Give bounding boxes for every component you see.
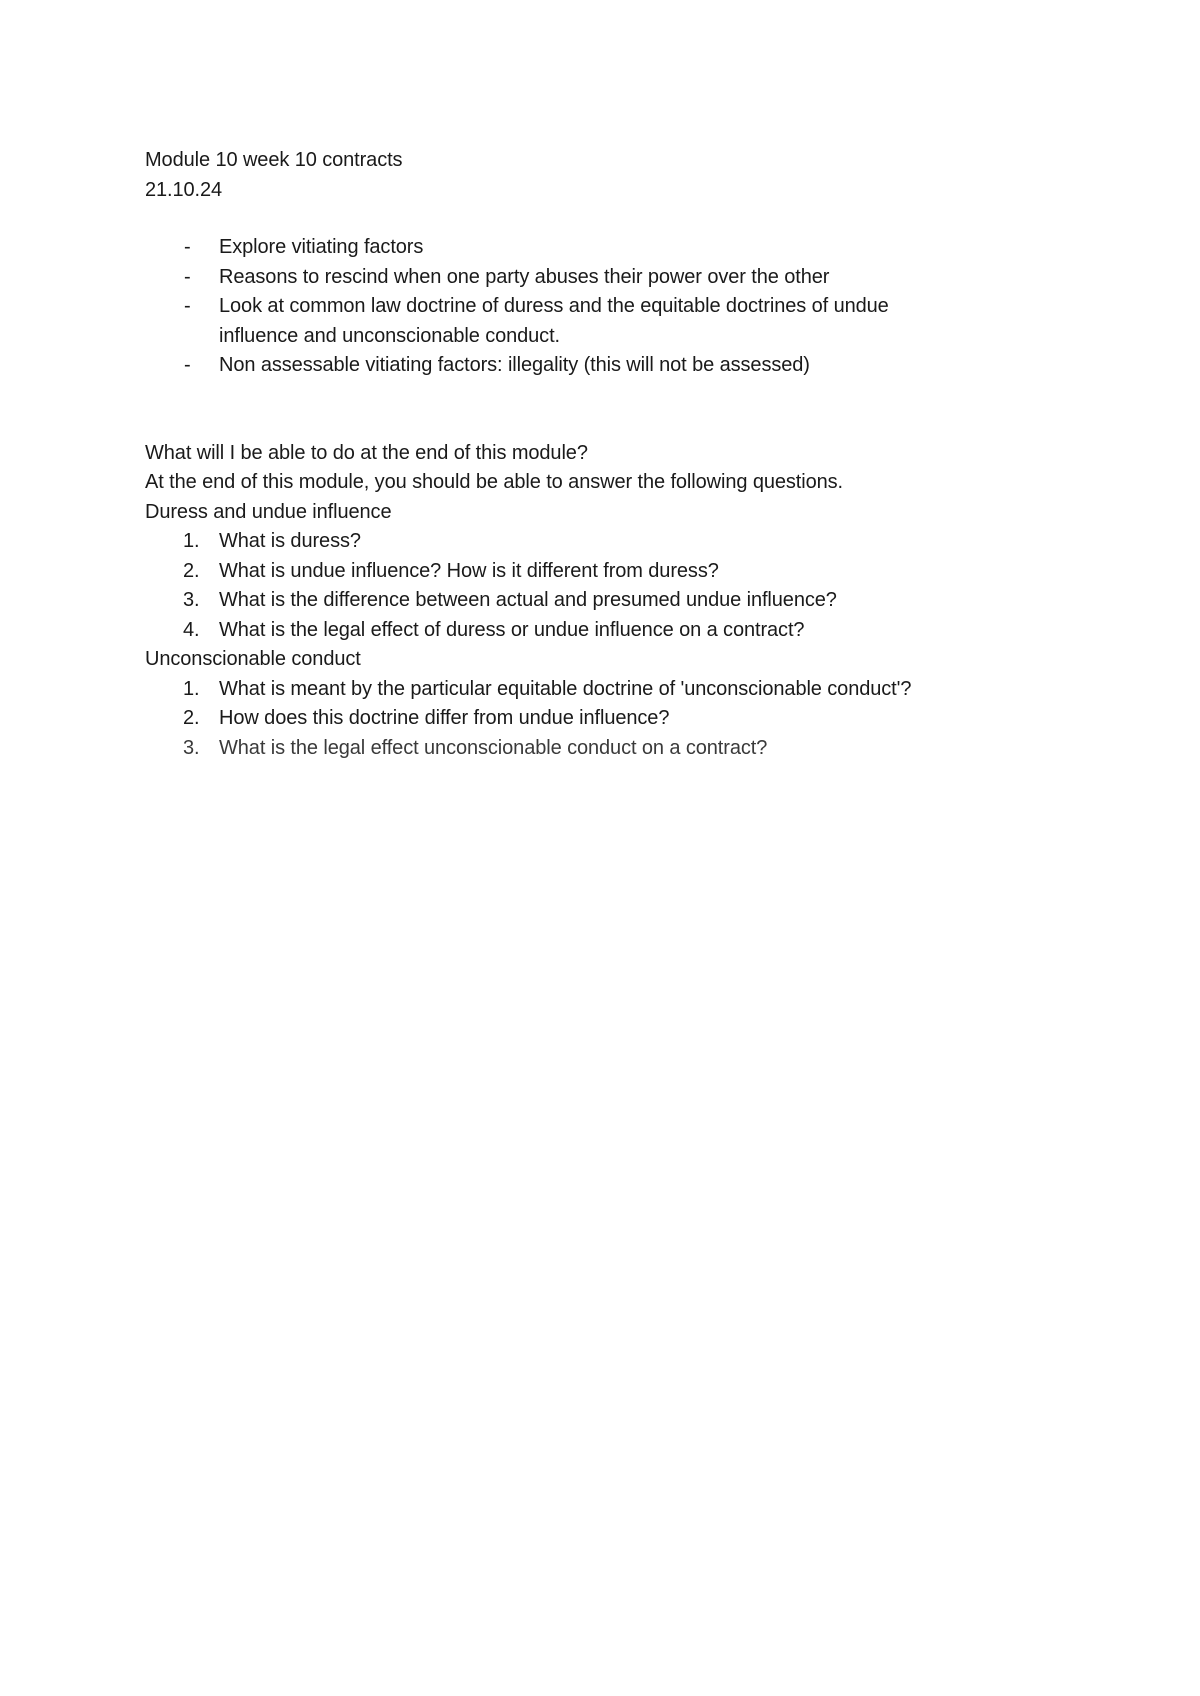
list-item (145, 351, 1045, 381)
question-item (145, 527, 1045, 557)
document-body (145, 146, 1045, 763)
list-item-text: Non assessable vitiating factors: illegality (this will not be assessed) (219, 354, 810, 376)
dash-bullet: - (184, 265, 191, 288)
question-text: What is meant by the particular equitable doctrine of 'unconscionable conduct'? (219, 677, 912, 700)
section-title-unconscionable: Unconscionable conduct (145, 648, 361, 670)
list-item-text: Explore vitiating factors (219, 236, 424, 258)
question-text: How does this doctrine differ from undue influence? (219, 707, 670, 729)
outcomes-heading: What will I be able to do at the end of this module? (145, 441, 588, 464)
section-title-duress: Duress and undue influence (145, 500, 392, 523)
question-number: 3. (183, 589, 200, 611)
intro-bullet-list (145, 233, 1045, 381)
question-text: What is the legal effect of duress or undue influence on a contract? (219, 618, 805, 641)
list-item-text-line1: Look at common law doctrine of duress and the equitable doctrines of undue (219, 295, 889, 317)
question-item (145, 586, 1045, 616)
document-title: Module 10 week 10 contracts (145, 149, 403, 171)
dash-bullet: - (184, 295, 191, 317)
question-number: 2. (183, 707, 200, 729)
blank-line (145, 205, 1045, 233)
outcomes-intro: At the end of this module, you should be able to answer the following questions. (145, 471, 844, 493)
list-item-text-line2: influence and unconscionable conduct. (219, 324, 560, 347)
unconscionable-question-list (145, 675, 1045, 764)
dash-bullet: - (184, 354, 191, 376)
question-number: 2. (183, 559, 200, 582)
question-number: 1. (183, 530, 200, 552)
question-item (145, 675, 1045, 705)
question-number: 1. (183, 677, 200, 700)
question-text: What is the difference between actual and presumed undue influence? (219, 589, 837, 611)
question-text: What is undue influence? How is it different from duress? (219, 559, 719, 582)
blank-lines (145, 381, 1045, 439)
dash-bullet: - (184, 236, 191, 258)
question-text: What is duress? (219, 530, 361, 552)
list-item (145, 233, 1045, 263)
question-item (145, 557, 1045, 587)
question-item (145, 616, 1045, 646)
list-item (145, 263, 1045, 293)
duress-question-list (145, 527, 1045, 645)
list-item-text: Reasons to rescind when one party abuses their power over the other (219, 265, 830, 288)
document-date: 21.10.24 (145, 178, 223, 201)
question-item (145, 704, 1045, 734)
list-item (145, 292, 1045, 351)
question-text: What is the legal effect unconscionable conduct on a contract? (219, 736, 768, 759)
question-item (145, 734, 1045, 764)
question-number: 3. (183, 736, 200, 759)
question-number: 4. (183, 618, 200, 641)
